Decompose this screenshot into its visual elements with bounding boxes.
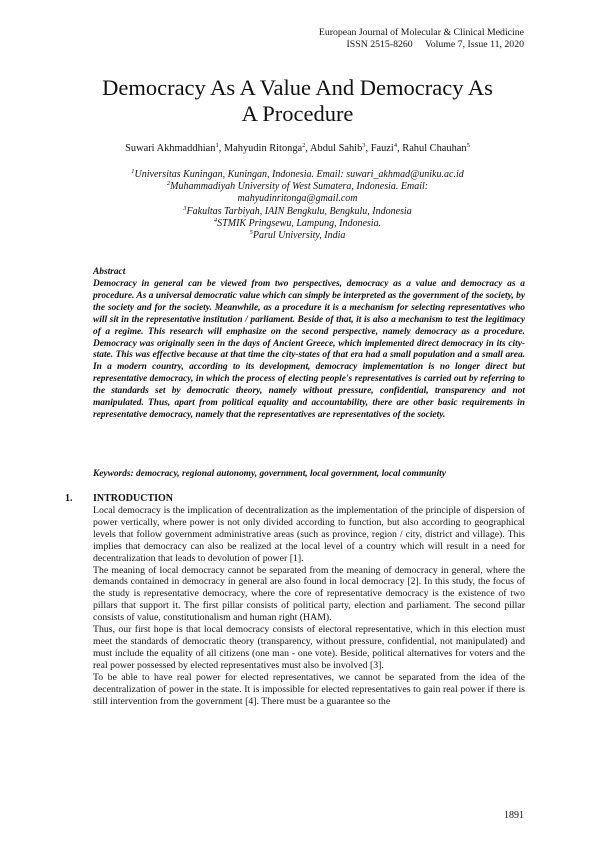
affiliation-text: Parul University, India (252, 230, 346, 242)
journal-issue-line (224, 39, 524, 51)
section-heading: INTRODUCTION (93, 493, 174, 504)
body-paragraph: Thus, our first hope is that local democracy consists of electoral representative, which in this election must meet the standards of democratic theory (transparency, without pressure, confidential, not manipulated) and must include the equality of all citizens (one man - one vote). Beside, political alternatives for voters and the real power possessed by elected representatives must also be involved [3]. (93, 624, 525, 671)
author-affiliation-mark: 1 (215, 142, 219, 149)
author-affiliation-mark: 4 (393, 142, 398, 149)
paper-title-line-2: A Procedure (241, 101, 354, 126)
author-name: Mahyudin Ritonga (223, 143, 303, 154)
affiliation-mark: 4 (213, 216, 218, 224)
body-paragraph: To be able to have real power for elected representatives, we cannot be separated from the idea of the decentralization of power in the state. It is impossible for elected representatives to gain real power if there is still intervention from the government [4]. There must be a guarantee so the (93, 671, 525, 707)
affiliation-line (70, 230, 525, 242)
affiliation-mark: 3 (183, 204, 187, 212)
affiliation-text: STMIK Pringsewu, Lampung, Indonesia. (217, 217, 382, 229)
author-affiliation-mark: 3 (362, 142, 366, 149)
author-name: Rahul Chauhan (402, 143, 467, 154)
affiliation-mark: 5 (249, 229, 253, 237)
affiliation-mark: 1 (131, 168, 135, 175)
affiliation-line (70, 169, 525, 181)
author-separator: , (218, 143, 224, 154)
affiliation-text: Fakultas Tarbiyah, IAIN Bengkulu, Bengkulu, Indonesia (186, 205, 412, 217)
author-separator: , (365, 143, 371, 154)
running-header (224, 27, 524, 51)
author-name: Suwari Akhmaddhian (125, 143, 216, 154)
body-paragraph: Local democracy is the implication of decentralization as the implementation of the principle of dispersion of power vertically, where power is not only divided according to function, but also according to geographical levels that follow government administrative areas (such as province, region / city, district and village). This implies that democracy can also be realized at the local level of a country which will result in a need for decentralization that leads to devolution of power [1]. (93, 505, 525, 564)
journal-name: European Journal of Molecular & Clinical Medicine (318, 27, 524, 38)
affiliation-text: mahyudinritonga@gmail.com (237, 193, 358, 205)
page-number: 1891 (504, 810, 524, 821)
author-list (70, 142, 525, 155)
paper-title-line-1: Democracy As A Value And Democracy As (102, 75, 493, 100)
volume-issue: Volume 7, Issue 11, 2020 (424, 39, 524, 51)
section-body (93, 505, 525, 707)
author-name: Fauzi (370, 143, 394, 154)
affiliation-mark: 2 (166, 180, 171, 188)
issn: ISSN 2515-8260 (346, 39, 413, 51)
abstract-text: Democracy in general can be viewed from two perspectives, democracy as a value and democracy as a procedure. As a universal democratic value which can simply be interpreted as the government of the society, by the society and for the society. Meanwhile, as a procedure it is a mechanism for selecting representatives who will sit in the representative institution / parliament. Beside of that, it is also a mechanism to test the legitimacy of a regime. This research will emphasize on the second perspective, namely democracy as a procedure. Democracy was originally seen in the days of Ancient Greece, which implemented direct democracy in its city-state. This was effective because at that time the city-states of that era had a small population and a small area. In a modern country, according to its development, democracy implementation is no longer direct but representative democracy, in which the process of electing people's representatives is carried out by referring to the standards set by democratic theory, namely without pressure, confidential, transparency and not manipulated. Thus, apart from political equality and accountability, there are other basic requirements in representative democracy, namely that the representatives are representatives of the society. (93, 279, 525, 420)
abstract-heading: Abstract (93, 267, 126, 277)
author-separator: , (397, 143, 403, 154)
affiliation-text: Universitas Kuningan, Kuningan, Indonesia. Email: suwari_akhmad@uniku.ac.id (134, 169, 464, 180)
affiliation-text: Muhammadiyah University of West Sumatera, Indonesia. Email: (170, 181, 429, 193)
author-name: Abdul Sahib (310, 143, 363, 154)
body-paragraph: The meaning of local democracy cannot be separated from the meaning of democracy in general, where the demands contained in democracy in general are also found in local democracy [2]. In this study, the focus of the study is representative democracy, where the core of representative democracy is the existence of two pillars that support it. The first pillar consists of political party, election and parliament. The second pillar consists of value, constitutionalism and human right (HAM). (93, 564, 525, 624)
author-separator: , (305, 143, 311, 154)
affiliation-list (70, 169, 525, 242)
author-affiliation-mark: 5 (466, 142, 470, 149)
affiliation-line (70, 218, 525, 230)
affiliation-line (70, 181, 525, 193)
keywords: Keywords: democracy, regional autonomy, government, local government, local community (93, 469, 446, 479)
affiliation-line (70, 193, 525, 205)
author-affiliation-mark: 2 (302, 142, 306, 149)
section-number: 1. (65, 493, 73, 504)
affiliation-line (70, 206, 525, 218)
paper-title (70, 75, 525, 127)
